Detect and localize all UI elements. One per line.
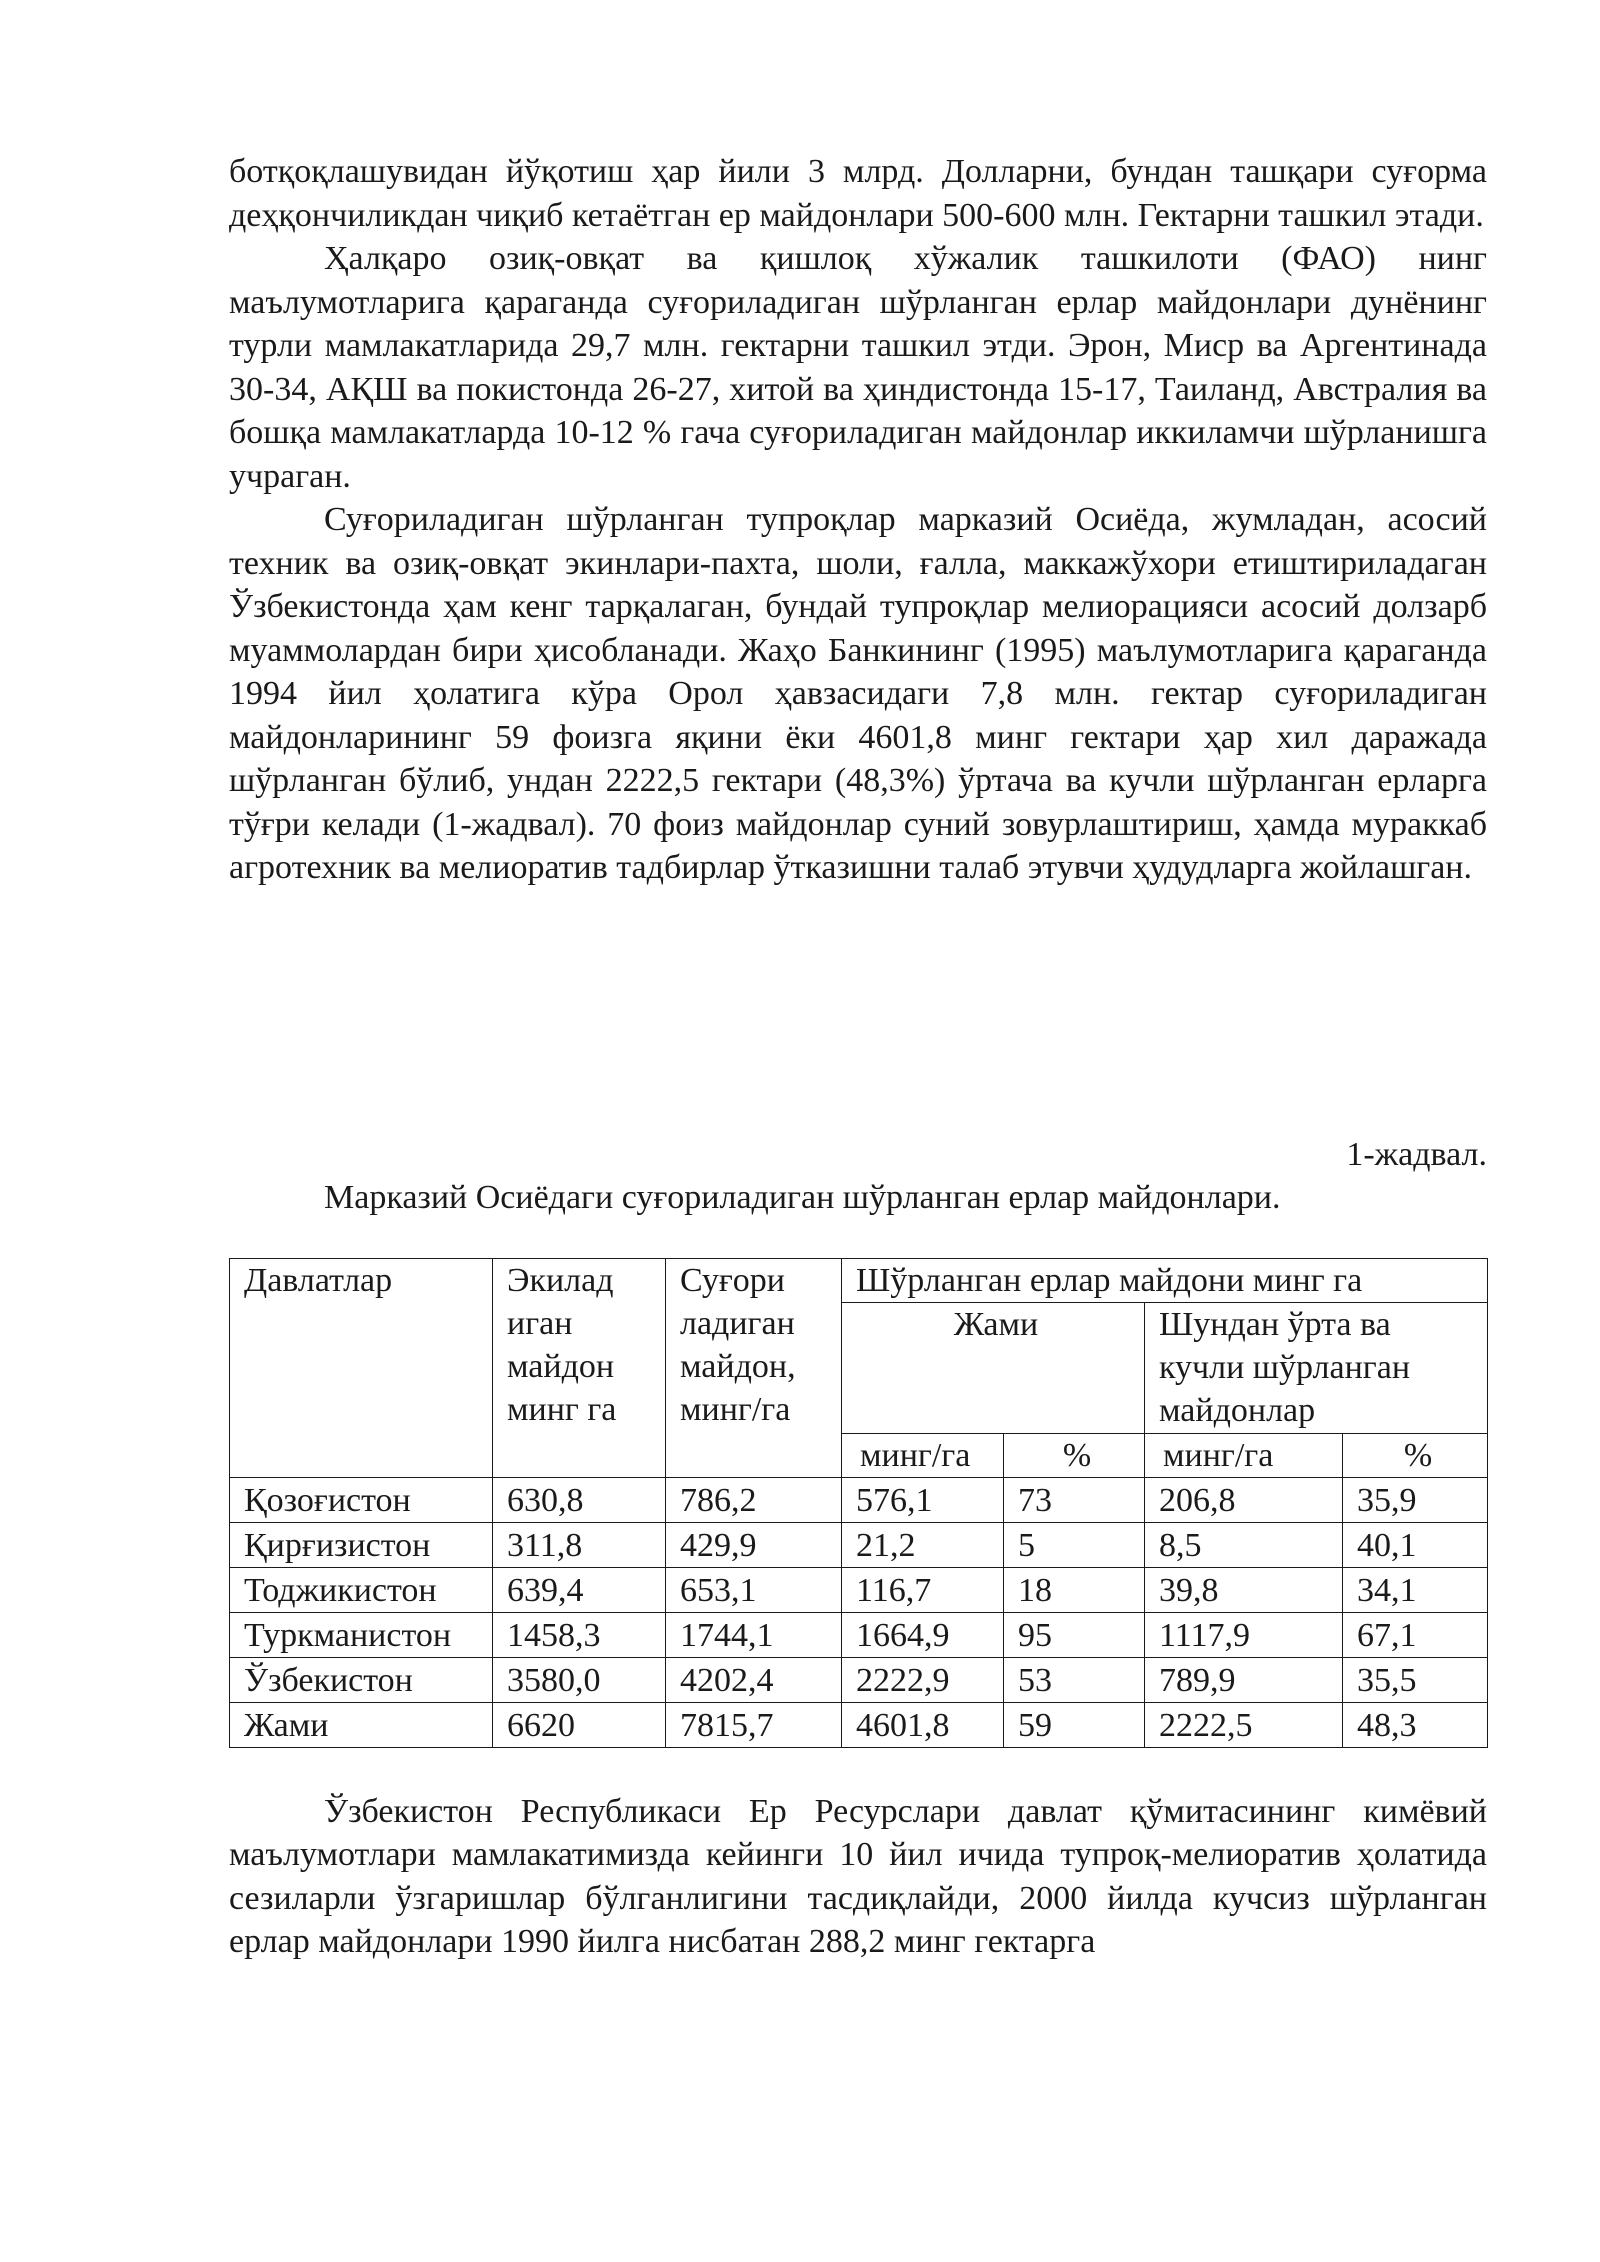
cell-country: Қозоғистон <box>230 1477 493 1522</box>
cell-planted: 630,8 <box>493 1477 666 1522</box>
table-caption: Марказий Осиёдаги суғориладиган шўрланган ерлар майдонлари. <box>324 1179 1281 1216</box>
cell-planted: 6620 <box>493 1702 666 1747</box>
cell-saline-total-pct: 5 <box>1004 1522 1145 1567</box>
table-number: 1-жадвал. <box>1346 1135 1487 1173</box>
paragraph: Суғориладиган шўрланган тупроқлар марказий Осиёда, жумладан, асосий техник ва озиқ-овқат экинлари-пахта, шоли, ғалла, маккажўхори етиштириладаган Ўзбекистонда ҳам кенг тарқалаган, бундай тупроқлар мелиорацияси асосий долзарб муаммолардан бири ҳисобланади. Жаҳо Банкининг (1995) маълумотларига қараганда 1994 йил ҳолатига кўра Орол ҳавзасидаги 7,8 млн. гектар суғориладиган майдонларининг 59 фоизга яқини ёки 4601,8 минг гектари ҳар хил даражада шўрланган бўлиб, ундан 2222,5 гектари (48,3%) ўртача ва кучли шўрланган ерларга тўғри келади (1-жадвал). 70 фоиз майдонлар суний зовурлаштириш, ҳамда мураккаб агротехник ва мелиоратив тадбирлар ўтказишни талаб этувчи ҳудудларга жойлашган. <box>229 501 1487 886</box>
cell-medium-strong-pct: 34,1 <box>1343 1567 1488 1612</box>
document-page <box>229 150 1487 1964</box>
unit-thousand-ha: минг/га <box>1145 1433 1343 1477</box>
table-row <box>230 1522 1488 1567</box>
cell-country: Тоджикистон <box>230 1567 493 1612</box>
table-row <box>230 1477 1488 1522</box>
cell-medium-strong: 1117,9 <box>1145 1612 1343 1657</box>
cell-irrigated: 1744,1 <box>666 1612 842 1657</box>
cell-irrigated: 4202,4 <box>666 1657 842 1702</box>
cell-irrigated: 653,1 <box>666 1567 842 1612</box>
table-row <box>230 1612 1488 1657</box>
cell-saline-total: 2222,9 <box>842 1657 1004 1702</box>
cell-country: Ўзбекистон <box>230 1657 493 1702</box>
cell-saline-total: 1664,9 <box>842 1612 1004 1657</box>
unit-thousand-ha: минг/га <box>842 1433 1004 1477</box>
cell-saline-total-pct: 18 <box>1004 1567 1145 1612</box>
unit-percent: % <box>1343 1433 1488 1477</box>
paragraph: Ҳалқаро озиқ-овқат ва қишлоқ хўжалик ташкилоти (ФАО) нинг маълумотларига қараганда суғориладиган шўрланган ерлар майдонлари дунёнинг турли мамлакатларида 29,7 млн. гектарни ташкил этди. Эрон, Миср ва Аргентинада 30-34, АҚШ ва покистонда 26-27, хитой ва ҳиндистонда 15-17, Таиланд, Австралия ва бошқа мамлакатларда 10-12 % гача суғориладиган майдонлар иккиламчи шўрланишга учраган. <box>229 240 1487 495</box>
cell-medium-strong: 39,8 <box>1145 1567 1343 1612</box>
table-header-row <box>230 1258 1488 1302</box>
cell-planted: 639,4 <box>493 1567 666 1612</box>
cell-medium-strong-pct: 40,1 <box>1343 1522 1488 1567</box>
cell-medium-strong: 789,9 <box>1145 1657 1343 1702</box>
table-row-total <box>230 1702 1488 1747</box>
cell-planted: 1458,3 <box>493 1612 666 1657</box>
cell-medium-strong-pct: 35,5 <box>1343 1657 1488 1702</box>
saline-land-table <box>229 1258 1488 1748</box>
blank-space <box>229 890 1487 1133</box>
table-row <box>230 1567 1488 1612</box>
cell-irrigated: 7815,7 <box>666 1702 842 1747</box>
subheader-medium-strong: Шундан ўрта ва кучли шўрланган майдонлар <box>1145 1302 1488 1433</box>
table-row <box>230 1657 1488 1702</box>
cell-saline-total-pct: 53 <box>1004 1657 1145 1702</box>
cell-irrigated: 786,2 <box>666 1477 842 1522</box>
cell-medium-strong-pct: 67,1 <box>1343 1612 1488 1657</box>
header-country: Давлатлар <box>230 1258 493 1477</box>
cell-saline-total: 576,1 <box>842 1477 1004 1522</box>
cell-saline-total: 4601,8 <box>842 1702 1004 1747</box>
subheader-total: Жами <box>842 1302 1145 1433</box>
cell-medium-strong-pct: 35,9 <box>1343 1477 1488 1522</box>
cell-saline-total: 116,7 <box>842 1567 1004 1612</box>
cell-saline-total-pct: 59 <box>1004 1702 1145 1747</box>
cell-irrigated: 429,9 <box>666 1522 842 1567</box>
cell-medium-strong: 2222,5 <box>1145 1702 1343 1747</box>
cell-medium-strong: 8,5 <box>1145 1522 1343 1567</box>
cell-saline-total: 21,2 <box>842 1522 1004 1567</box>
cell-planted: 311,8 <box>493 1522 666 1567</box>
cell-saline-total-pct: 95 <box>1004 1612 1145 1657</box>
header-saline-area-group: Шўрланган ерлар майдони минг га <box>842 1258 1488 1302</box>
cell-country: Қирғизистон <box>230 1522 493 1567</box>
cell-medium-strong: 206,8 <box>1145 1477 1343 1522</box>
cell-country: Жами <box>230 1702 493 1747</box>
unit-percent: % <box>1004 1433 1145 1477</box>
paragraph: ботқоқлашувидан йўқотиш ҳар йили 3 млрд. Долларни, бундан ташқари суғорма деҳқончиликдан чиқиб кетаётган ер майдонлари 500-600 млн. Гектарни ташкил этади. <box>229 153 1487 234</box>
cell-country: Туркманистон <box>230 1612 493 1657</box>
paragraph: Ўзбекистон Республикаси Ер Ресурслари давлат қўмитасининг кимёвий маълумотлари мамлакатимизда кейинги 10 йил ичида тупроқ-мелиоратив ҳолатида сезиларли ўзгаришлар бўлганлигини тасдиқлайди, 2000 йилда кучсиз шўрланган ерлар майдонлари 1990 йилга нисбатан 288,2 минг гектарга <box>229 1792 1487 1960</box>
cell-saline-total-pct: 73 <box>1004 1477 1145 1522</box>
header-planted-area: Экилад иган майдон минг га <box>493 1258 666 1477</box>
cell-planted: 3580,0 <box>493 1657 666 1702</box>
cell-medium-strong-pct: 48,3 <box>1343 1702 1488 1747</box>
header-irrigated-area: Суғори ладиган майдон, минг/га <box>666 1258 842 1477</box>
